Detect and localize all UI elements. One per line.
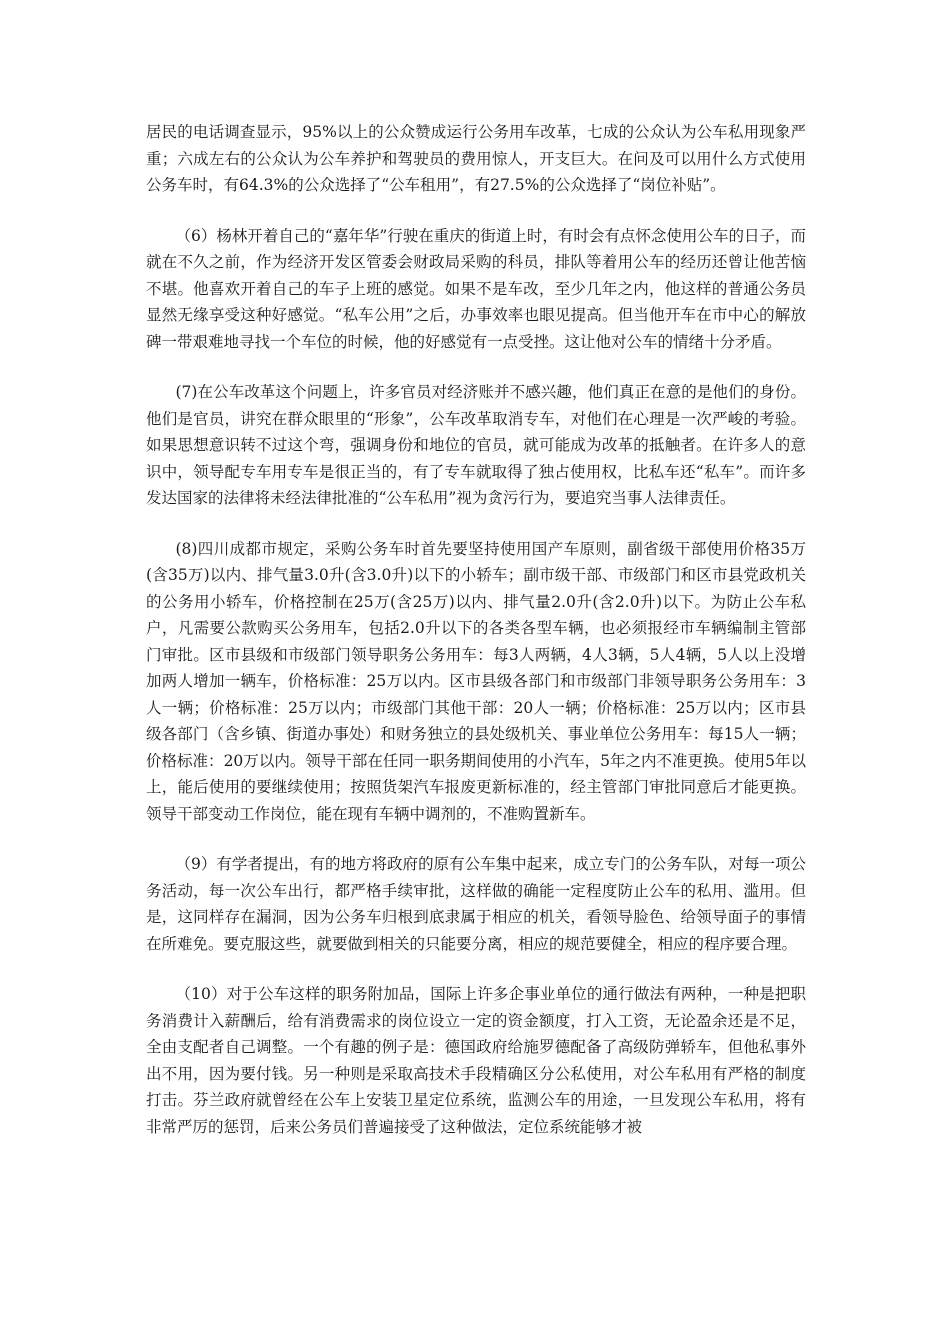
paragraph-survey: 居民的电话调查显示，95%以上的公众赞成运行公务用车改革，七成的公众认为公车私用现象严重；六成左右的公众认为公车养护和驾驶员的费用惊人，开支巨大。在问及可以用什么方式使用公务车时，有64.3%的公众选择了“公车租用”，有27.5%的公众选择了“岗位补贴”。 [146, 123, 806, 194]
paragraph-6: （6）杨林开着自己的“嘉年华”行驶在重庆的街道上时，有时会有点怀念使用公车的日子，而就在不久之前，作为经济开发区管委会财政局采购的科员，排队等着用公车的经历还曾让他苦恼不堪。他喜欢开着自己的车子上班的感觉。如果不是车改，至少几年之内，他这样的普通公务员显然无缘享受这种好感觉。“私车公用”之后，办事效率也眼见提高。但当他开车在市中心的解放碑一带艰难地寻找一个车位的时候，他的好感觉有一点受挫。这让他对公车的情绪十分矛盾。 [146, 226, 806, 351]
paragraph-9: （9）有学者提出，有的地方将政府的原有公车集中起来，成立专门的公务车队，对每一项公务活动，每一次公车出行，都严格手续审批，这样做的确能一定程度防止公车的私用、滥用。但是，这同样存在漏洞，因为公务车归根到底隶属于相应的机关，看领导脸色、给领导面子的事情在所难免。要克服这些，就要做到相关的只能要分离，相应的规范要健全，相应的程序要合理。 [146, 855, 806, 953]
document-body [146, 119, 806, 1164]
paragraph-10: （10）对于公车这样的职务附加品，国际上许多企事业单位的通行做法有两种，一种是把职务消费计入薪酬后，给有消费需求的岗位设立一定的资金额度，打入工资，无论盈余还是不足，全由支配者自己调整。一个有趣的例子是：德国政府给施罗德配备了高级防弹轿车，但他私事外出不用，因为要付钱。另一种则是采取高技术手段精确区分公私使用，对公车私用有严格的制度打击。芬兰政府就曾经在公车上安装卫星定位系统，监测公车的用途，一旦发现公车私用，将有非常严厉的惩罚，后来公务员们普遍接受了这种做法，定位系统能够才被 [146, 985, 806, 1136]
paragraph-7: (7)在公车改革这个问题上，许多官员对经济账并不感兴趣，他们真正在意的是他们的身份。他们是官员，讲究在群众眼里的“形象”，公车改革取消专车，对他们在心理是一次严峻的考验。如果思想意识转不过这个弯，强调身份和地位的官员，就可能成为改革的抵触者。在许多人的意识中，领导配专车用专车是很正当的，有了专车就取得了独占使用权，比私车还“私车”。而许多发达国家的法律将未经法律批准的“公车私用”视为贪污行为，要追究当事人法律责任。 [146, 383, 806, 507]
paragraph-8: (8)四川成都市规定，采购公务车时首先要坚持使用国产车原则，副省级干部使用价格35万(含35万)以内、排气量3.0升(含3.0升)以下的小轿车；副市级干部、市级部门和区市县党政机关的公务用小轿车，价格控制在25万(含25万)以内、排气量2.0升(含2.0升)以下。为防止公车私户，凡需要公款购买公务用车，包括2.0升以下的各类各型车辆，也必须报经市车辆编制主管部门审批。区市县级和市级部门领导职务公务用车：每3人两辆，4人3辆，5人4辆，5人以上没增加两人增加一辆车，价格标准：25万以内。区市县级各部门和市级部门非领导职务公务用车：3人一辆；价格标准：25万以内；市级部门其他干部：20人一辆；价格标准：25万以内；区市县级各部门（含乡镇、街道办事处）和财务独立的县处级机关、事业单位公务用车：每15人一辆；价格标准：20万以内。领导干部在任同一职务期间使用的小汽车，5年之内不准更换。使用5年以上，能后使用的要继续使用；按照货架汽车报废更新标准的，经主管部门审批同意后才能更换。领导干部变动工作岗位，能在现有车辆中调剂的，不准购置新车。 [146, 539, 806, 823]
